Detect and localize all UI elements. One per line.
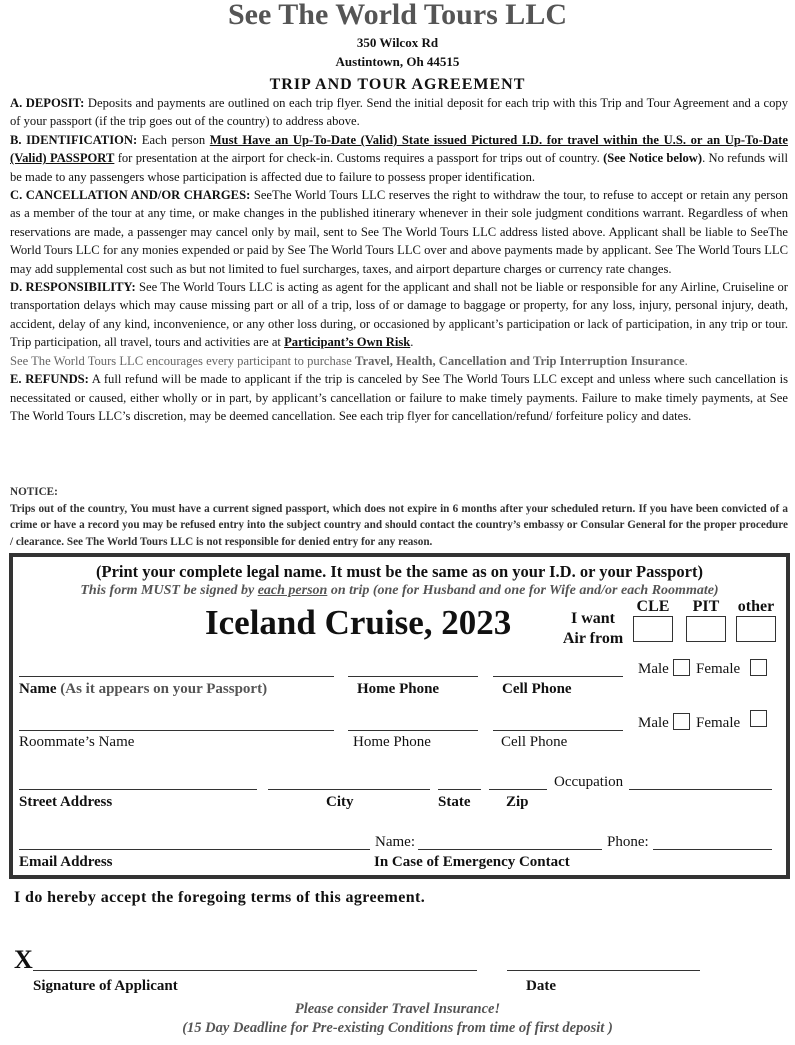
company-city: Austintown, Oh 44515 xyxy=(335,54,460,69)
want-air-label: I want Air from xyxy=(562,610,624,647)
cancellation-term: C. CANCELLATION AND/OR CHARGES: SeeThe World Tours LLC reserves the right to withdraw the tour, to refuse to accept or retain any person as a member of the tour at any time, or make changes in the published itinerary whenever in their sole judgment conditions warrant. Regardless of when reservations are made, a passenger may cancel only by mail, sent to See The World Tours LLC address listed above. Applicant shall be liable to SeeThe World Tours LLC for any monies expended or paid by See The World Tours LLC over and above payments made by applicant. See The World Tours LLC may add supplemental cost such as but not limited to fuel surcharges, taxes, and airport departure charges or currency rate changes. xyxy=(10,188,788,276)
roommate-male-checkbox[interactable] xyxy=(673,713,690,730)
male-label: Male xyxy=(638,661,669,677)
roommate-cell-phone-field[interactable] xyxy=(493,730,623,731)
name-field[interactable] xyxy=(19,676,334,677)
insurance-note: See The World Tours LLC encourages every participant to purchase Travel, Health, Cancellation and Trip Interruption Insurance. xyxy=(10,353,688,368)
air-option-pit-box[interactable] xyxy=(686,616,726,642)
signature-x-mark: X xyxy=(14,945,33,974)
name-label: Name (As it appears on your Passport) xyxy=(19,681,268,697)
emergency-phone-field[interactable] xyxy=(653,849,772,850)
email-field[interactable] xyxy=(19,849,370,850)
notice-text: Trips out of the country, You must have a current signed passport, which does not expire in 6 months after your scheduled return. If you have been convicted of a crime or have a record you may be refused entry into the subject country and should contact the country’s embassy or Consular General for the proper procedure / clearance. See The World Tours LLC is not responsible for denied entry for any reason. xyxy=(10,502,788,548)
agreement-title: TRIP AND TOUR AGREEMENT xyxy=(269,76,526,93)
terms-section xyxy=(10,94,788,425)
print-name-instruction: (Print your complete legal name. It must be the same as on your I.D. or your Passport) xyxy=(96,562,703,581)
roommate-female-label: Female xyxy=(696,715,741,731)
roommate-home-phone-field[interactable] xyxy=(348,730,478,731)
cell-phone-label: Cell Phone xyxy=(502,681,572,697)
deposit-term: A. DEPOSIT: Deposits and payments are outlined on each trip flyer. Send the initial deposit for each trip with this Trip and Tour Agreement and a copy of your passport (if the trip goes out of the country) to address above. xyxy=(10,96,788,129)
street-address-field[interactable] xyxy=(19,789,257,790)
air-option-cle-box[interactable] xyxy=(633,616,673,642)
air-option-other-box[interactable] xyxy=(736,616,776,642)
street-address-label: Street Address xyxy=(19,794,113,810)
city-label: City xyxy=(326,794,354,810)
notice-heading: NOTICE: xyxy=(10,486,58,498)
responsibility-term: D. RESPONSIBILITY: See The World Tours LLC is acting as agent for the applicant and shall not be liable or responsible for any Airline, Cruiseline or transportation delays which may cause missing part or all of a trip, loss of or damage to baggage or property, for any loss, injury, personal injury, death, accident, delay of any kind, inconvenience, or any other loss during, or occasioned by applicant’s participation or lack of participation, in any trip or tour. Trip participation, all travel, tours and activities are at Participant’s Own Risk. xyxy=(10,280,788,350)
zip-label: Zip xyxy=(506,794,529,810)
email-label: Email Address xyxy=(19,854,113,870)
company-name: See The World Tours LLC xyxy=(228,0,567,31)
emergency-name-label: Name: xyxy=(375,834,415,850)
roommate-male-label: Male xyxy=(638,715,669,731)
date-field[interactable] xyxy=(507,970,700,971)
sign-instruction: This form MUST be signed by each person on trip (one for Husband and one for Wife and/or each Roommate) xyxy=(80,583,719,598)
city-field[interactable] xyxy=(268,789,430,790)
roommate-name-label: Roommate’s Name xyxy=(19,734,135,750)
occupation-field[interactable] xyxy=(629,789,772,790)
identification-term: B. IDENTIFICATION: Each person Must Have an Up-To-Date (Valid) State issued Pictured I.D. for travel within the U.S. or an Up-To-Date (Valid) PASSPORT for presentation at the airport for check-in. Customs requires a passport for trips out of country. (See Notice below). No refunds will be made to any passengers whose participation is affected due to failure to possess proper identification. xyxy=(10,132,788,184)
emergency-contact-label: In Case of Emergency Contact xyxy=(374,854,570,870)
trip-name: Iceland Cruise, 2023 xyxy=(205,603,512,642)
air-option-cle-label: CLE xyxy=(636,598,670,615)
signature-field[interactable] xyxy=(33,970,477,971)
occupation-label: Occupation xyxy=(554,774,624,790)
home-phone-label: Home Phone xyxy=(357,681,440,697)
insurance-reminder: Please consider Travel Insurance! xyxy=(294,1001,501,1017)
state-label: State xyxy=(438,794,471,810)
signature-label: Signature of Applicant xyxy=(33,978,178,994)
company-street: 350 Wilcox Rd xyxy=(356,35,439,50)
cell-phone-field[interactable] xyxy=(493,676,623,677)
male-checkbox[interactable] xyxy=(673,659,690,676)
preexisting-deadline: (15 Day Deadline for Pre-existing Conditions from time of first deposit ) xyxy=(182,1020,613,1036)
female-checkbox[interactable] xyxy=(750,659,767,676)
date-label: Date xyxy=(526,978,556,994)
state-field[interactable] xyxy=(438,789,481,790)
emergency-phone-label: Phone: xyxy=(607,834,649,850)
air-option-pit-label: PIT xyxy=(692,598,720,615)
roommate-home-phone-label: Home Phone xyxy=(353,734,431,750)
roommate-name-field[interactable] xyxy=(19,730,334,731)
female-label: Female xyxy=(696,661,741,677)
roommate-female-checkbox[interactable] xyxy=(750,710,767,727)
zip-field[interactable] xyxy=(489,789,547,790)
home-phone-field[interactable] xyxy=(348,676,478,677)
notice-section xyxy=(10,484,788,550)
roommate-cell-phone-label: Cell Phone xyxy=(501,734,568,750)
acceptance-statement: I do hereby accept the foregoing terms of this agreement. xyxy=(14,889,426,906)
refunds-term: E. REFUNDS: A full refund will be made to applicant if the trip is canceled by See The World Tours LLC except and unless where such cancellation is necessitated or caused, either wholly or in part, by applicant’s cancellation or failure to make timely payments. Failure to make timely payments, at See The World Tours LLC’s discretion, may be deemed cancellation. See each trip flyer for cancellation/refund/ forfeiture policy and dates. xyxy=(10,372,788,423)
air-option-other-label: other xyxy=(737,598,775,615)
emergency-name-field[interactable] xyxy=(418,849,602,850)
